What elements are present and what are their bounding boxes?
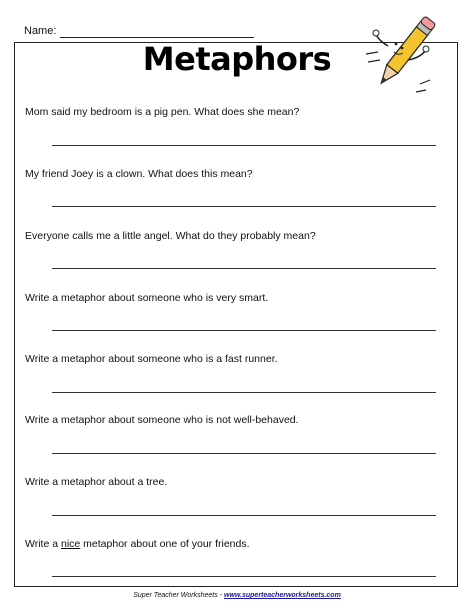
question-8 <box>25 538 250 550</box>
answer-line-7[interactable] <box>52 515 436 516</box>
footer-credit: Super Teacher Worksheets - <box>133 592 224 599</box>
answer-line-5[interactable] <box>52 392 436 393</box>
name-row <box>24 24 244 40</box>
pencil-illustration-icon <box>360 10 442 100</box>
question-3: Everyone calls me a little angel. What do they probably mean? <box>25 230 316 242</box>
question-1: Mom said my bedroom is a pig pen. What does she mean? <box>25 106 300 118</box>
question-2: My friend Joey is a clown. What does this mean? <box>25 168 253 180</box>
name-label: Name: <box>24 25 57 37</box>
question-6: Write a metaphor about someone who is not well-behaved. <box>25 414 299 426</box>
answer-line-3[interactable] <box>52 268 436 269</box>
answer-line-8[interactable] <box>52 576 436 577</box>
footer-link[interactable]: www.superteacherworksheets.com <box>223 592 341 599</box>
answer-line-2[interactable] <box>52 206 436 207</box>
question-8-suffix: metaphor about one of your friends. <box>80 538 250 550</box>
answer-line-4[interactable] <box>52 330 436 331</box>
worksheet-border <box>14 42 458 587</box>
question-8-emphasis: nice <box>60 538 81 550</box>
page-title: Metaphors <box>142 40 332 78</box>
question-7: Write a metaphor about a tree. <box>25 476 168 488</box>
answer-line-1[interactable] <box>52 145 436 146</box>
question-5: Write a metaphor about someone who is a fast runner. <box>25 353 278 365</box>
name-field[interactable] <box>60 37 254 38</box>
answer-line-6[interactable] <box>52 453 436 454</box>
footer <box>0 592 474 599</box>
question-8-prefix: Write a <box>25 538 61 550</box>
question-4: Write a metaphor about someone who is very smart. <box>25 292 269 304</box>
